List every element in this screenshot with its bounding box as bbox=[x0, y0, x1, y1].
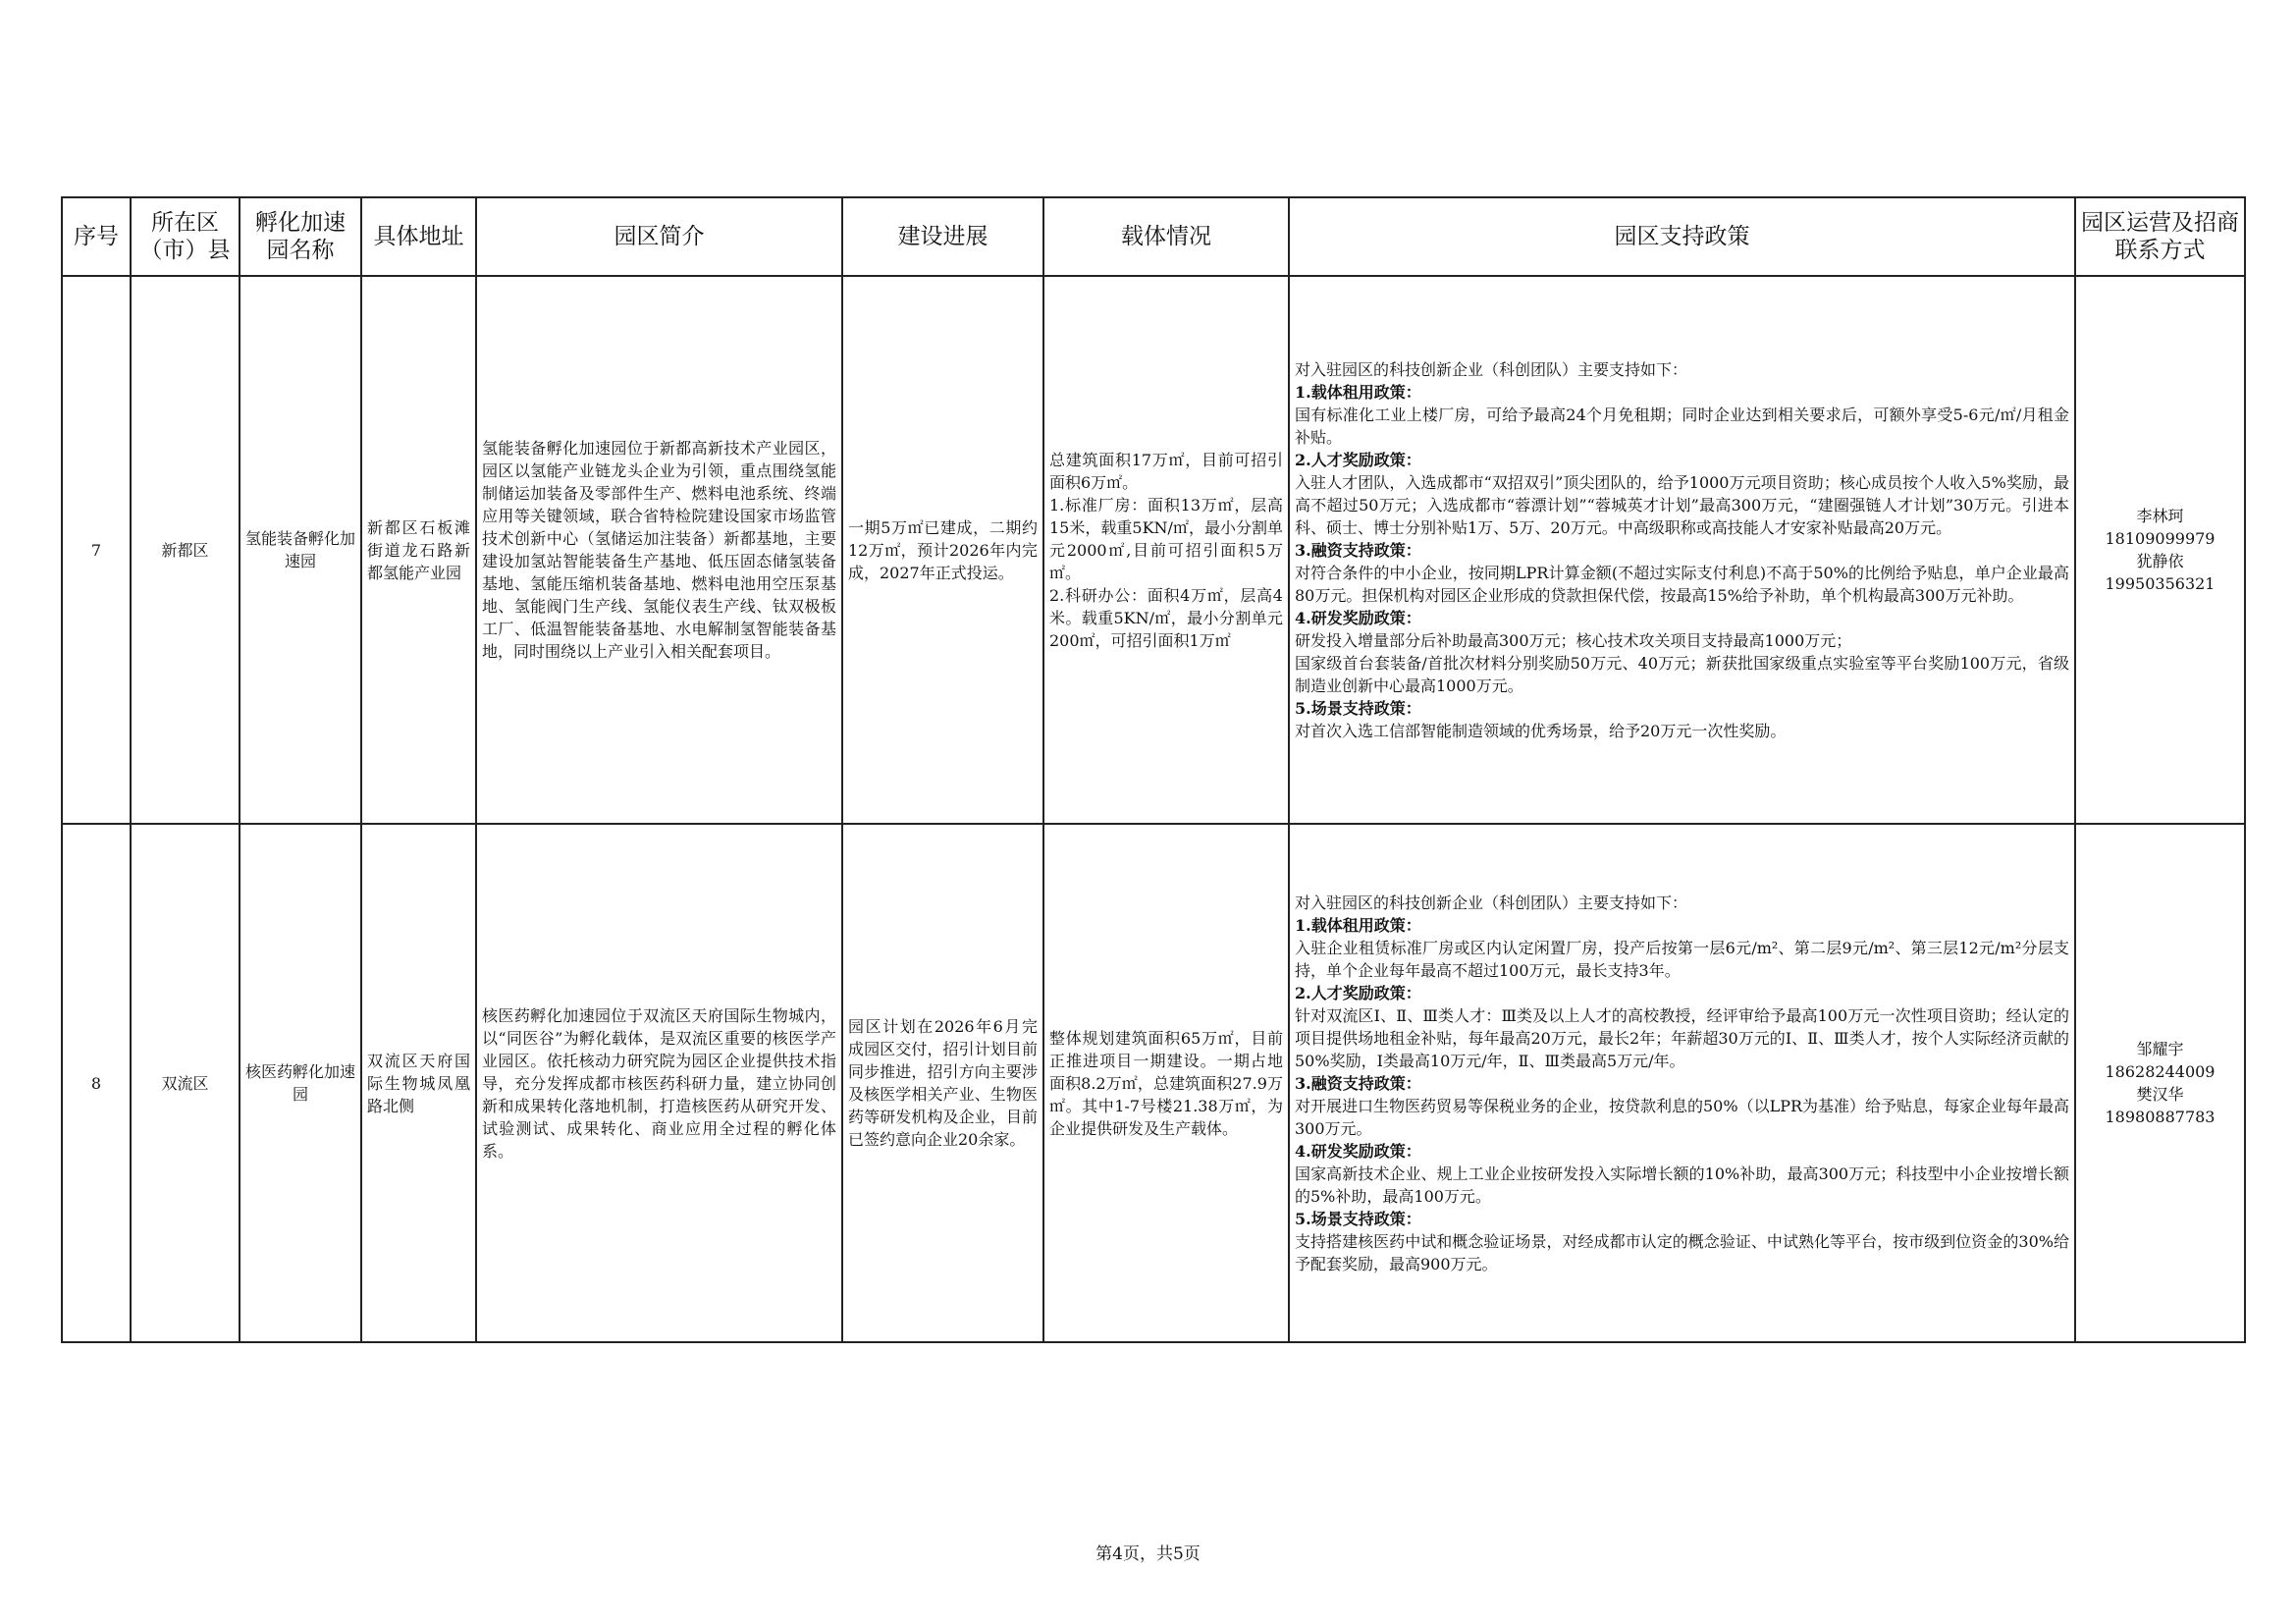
header-policy: 园区支持政策 bbox=[1289, 197, 2075, 276]
policy-intro: 对入驻园区的科技创新企业（科创团队）主要支持如下： bbox=[1295, 359, 1688, 379]
contact-name: 李林珂 bbox=[2136, 507, 2184, 525]
row-progress: 一期5万㎡已建成，二期约12万㎡，预计2026年内完成，2027年正式投运。 bbox=[842, 276, 1043, 824]
row-contact bbox=[2075, 276, 2245, 824]
row-carrier: 总建筑面积17万㎡，目前可招引面积6万㎡。 1.标准厂房：面积13万㎡，层高15米，载重5KN/㎡，最小分割单元2000㎡,目前可招引面积5万㎡。 2.科研办公：面积4万㎡，层高4米。载重5KN/㎡，最小分割单元200㎡，可招引面积1万㎡ bbox=[1043, 276, 1289, 824]
row-policy bbox=[1289, 824, 2075, 1342]
policy-heading: 4.研发奖励政策： bbox=[1295, 608, 1421, 627]
policy-text: 对首次入选工信部智能制造领域的优秀场景，给予20万元一次性奖励。 bbox=[1295, 721, 1787, 740]
policy-heading: 4.研发奖励政策： bbox=[1295, 1141, 1421, 1161]
row-carrier: 整体规划建筑面积65万㎡，目前正推进项目一期建设。一期占地面积8.2万㎡，总建筑面积27.9万㎡。其中1-7号楼21.38万㎡，为企业提供研发及生产载体。 bbox=[1043, 824, 1289, 1342]
policy-text: 国有标准化工业上楼厂房，可给予最高24个月免租期；同时企业达到相关要求后，可额外享受5-6元/㎡/月租金补贴。 bbox=[1295, 405, 2069, 447]
row-progress: 园区计划在2026年6月完成园区交付，招引计划目前同步推进，招引方向主要涉及核医学相关产业、生物医药等研发机构及企业，目前已签约意向企业20余家。 bbox=[842, 824, 1043, 1342]
row-park-name: 氢能装备孵化加速园 bbox=[240, 276, 361, 824]
row-policy bbox=[1289, 276, 2075, 824]
policy-text: 对开展进口生物医药贸易等保税业务的企业，按贷款利息的50%（以LPR为基准）给予贴息，每家企业每年最高300万元。 bbox=[1295, 1096, 2070, 1138]
row-contact bbox=[2075, 824, 2245, 1342]
policy-text: 对符合条件的中小企业，按同期LPR计算金额(不超过实际支付利息)不高于50%的比例给予贴息，单户企业最高80万元。担保机构对园区企业形成的贷款担保代偿，按最高15%给予补助，单个机构最高300万元补助。 bbox=[1295, 563, 2069, 605]
policy-heading: 3.融资支持政策： bbox=[1295, 1073, 1421, 1093]
page-footer: 第4页，共5页 bbox=[1095, 1544, 1201, 1564]
header-progress: 建设进展 bbox=[842, 197, 1043, 276]
header-district: 所在区（市）县 bbox=[131, 197, 240, 276]
policy-text: 入驻企业租赁标准厂房或区内认定闲置厂房，投产后按第一层6元/m²、第二层9元/m²、第三层12元/m²分层支持，单个企业每年最高不超过100万元，最长支持3年。 bbox=[1295, 938, 2069, 980]
policy-text: 入驻人才团队，入选成都市“双招双引”顶尖团队的，给予1000万元项目资助；核心成员按个人收入5%奖励，最高不超过50万元；入选成都市“蓉漂计划”“蓉城英才计划”最高300万元，“建圈强链人才计划”30万元。引进本科、硕士、博士分别补贴1万、5万、20万元。中高级职称或高技能人才安家补贴最高20万元。 bbox=[1295, 472, 2069, 537]
row-park-name: 核医药孵化加速园 bbox=[240, 824, 361, 1342]
policy-text: 国家高新技术企业、规上工业企业按研发投入实际增长额的10%补助，最高300万元；科技型中小企业按增长额的5%补助，最高100万元。 bbox=[1295, 1164, 2069, 1206]
contact-phone: 19950356321 bbox=[2105, 574, 2216, 593]
row-address: 双流区天府国际生物城凤凰路北侧 bbox=[361, 824, 476, 1342]
policy-intro: 对入驻园区的科技创新企业（科创团队）主要支持如下： bbox=[1295, 893, 1688, 912]
policy-heading: 3.融资支持政策： bbox=[1295, 540, 1421, 560]
header-park-name: 孵化加速园名称 bbox=[240, 197, 361, 276]
header-contact: 园区运营及招商联系方式 bbox=[2075, 197, 2245, 276]
policy-heading: 5.场景支持政策： bbox=[1295, 1209, 1421, 1228]
header-intro: 园区简介 bbox=[476, 197, 842, 276]
header-carrier: 载体情况 bbox=[1043, 197, 1289, 276]
row-district: 新都区 bbox=[131, 276, 240, 824]
table-row bbox=[62, 276, 2245, 824]
contact-name: 邹耀宇 bbox=[2136, 1040, 2184, 1058]
row-district: 双流区 bbox=[131, 824, 240, 1342]
contact-name: 犹静依 bbox=[2136, 552, 2184, 570]
table-header-row bbox=[62, 197, 2245, 276]
row-intro: 氢能装备孵化加速园位于新都高新技术产业园区，园区以氢能产业链龙头企业为引领，重点围绕氢能制储运加装备及零部件生产、燃料电池系统、终端应用等关键领域，联合省特检院建设国家市场监管技术创新中心（氢储运加注装备）新都基地，主要建设加氢站智能装备生产基地、低压固态储氢装备基地、氢能压缩机装备基地、燃料电池用空压泵基地、氢能阀门生产线、氢能仪表生产线、钛双极板工厂、低温智能装备基地、水电解制氢智能装备基地，同时围绕以上产业引入相关配套项目。 bbox=[476, 276, 842, 824]
policy-heading: 1.载体租用政策： bbox=[1295, 915, 1421, 935]
row-index: 7 bbox=[62, 276, 131, 824]
policy-heading: 2.人才奖励政策： bbox=[1295, 983, 1421, 1002]
policy-text: 支持搭建核医药中试和概念验证场景，对经成都市认定的概念验证、中试熟化等平台，按市级到位资金的30%给予配套奖励，最高900万元。 bbox=[1295, 1231, 2069, 1273]
policy-heading: 2.人才奖励政策： bbox=[1295, 450, 1421, 469]
contact-phone: 18109099979 bbox=[2105, 529, 2216, 548]
header-index: 序号 bbox=[62, 197, 131, 276]
contact-name: 樊汉华 bbox=[2136, 1085, 2184, 1104]
row-address: 新都区石板滩街道龙石路新都氢能产业园 bbox=[361, 276, 476, 824]
contact-phone: 18628244009 bbox=[2105, 1062, 2216, 1081]
parks-table bbox=[61, 196, 2246, 1343]
header-address: 具体地址 bbox=[361, 197, 476, 276]
policy-text: 研发投入增量部分后补助最高300万元；核心技术攻关项目支持最高1000万元； 国家级首台套装备/首批次材料分别奖励50万元、40万元；新获批国家级重点实验室等平台奖励100万元，省级制造业创新中心最高1000万元。 bbox=[1295, 630, 2069, 695]
table-row bbox=[62, 824, 2245, 1342]
row-index: 8 bbox=[62, 824, 131, 1342]
policy-heading: 1.载体租用政策： bbox=[1295, 382, 1421, 402]
row-intro: 核医药孵化加速园位于双流区天府国际生物城内，以“同医谷”为孵化载体，是双流区重要的核医学产业园区。依托核动力研究院为园区企业提供技术指导，充分发挥成都市核医药科研力量，建立协同创新和成果转化落地机制，打造核医药从研究开发、试验测试、成果转化、商业应用全过程的孵化体系。 bbox=[476, 824, 842, 1342]
policy-text: 针对双流区Ⅰ、Ⅱ、Ⅲ类人才：Ⅲ类及以上人才的高校教授，经评审给予最高100万元一次性项目资助；经认定的项目提供场地租金补贴，每年最高20万元，最长2年；年薪超30万元的Ⅰ、Ⅱ、Ⅲ类人才，按个人实际经济贡献的50%奖励，Ⅰ类最高10万元/年，Ⅱ、Ⅲ类最高5万元/年。 bbox=[1295, 1005, 2069, 1070]
contact-phone: 18980887783 bbox=[2105, 1108, 2216, 1126]
policy-heading: 5.场景支持政策： bbox=[1295, 698, 1421, 718]
